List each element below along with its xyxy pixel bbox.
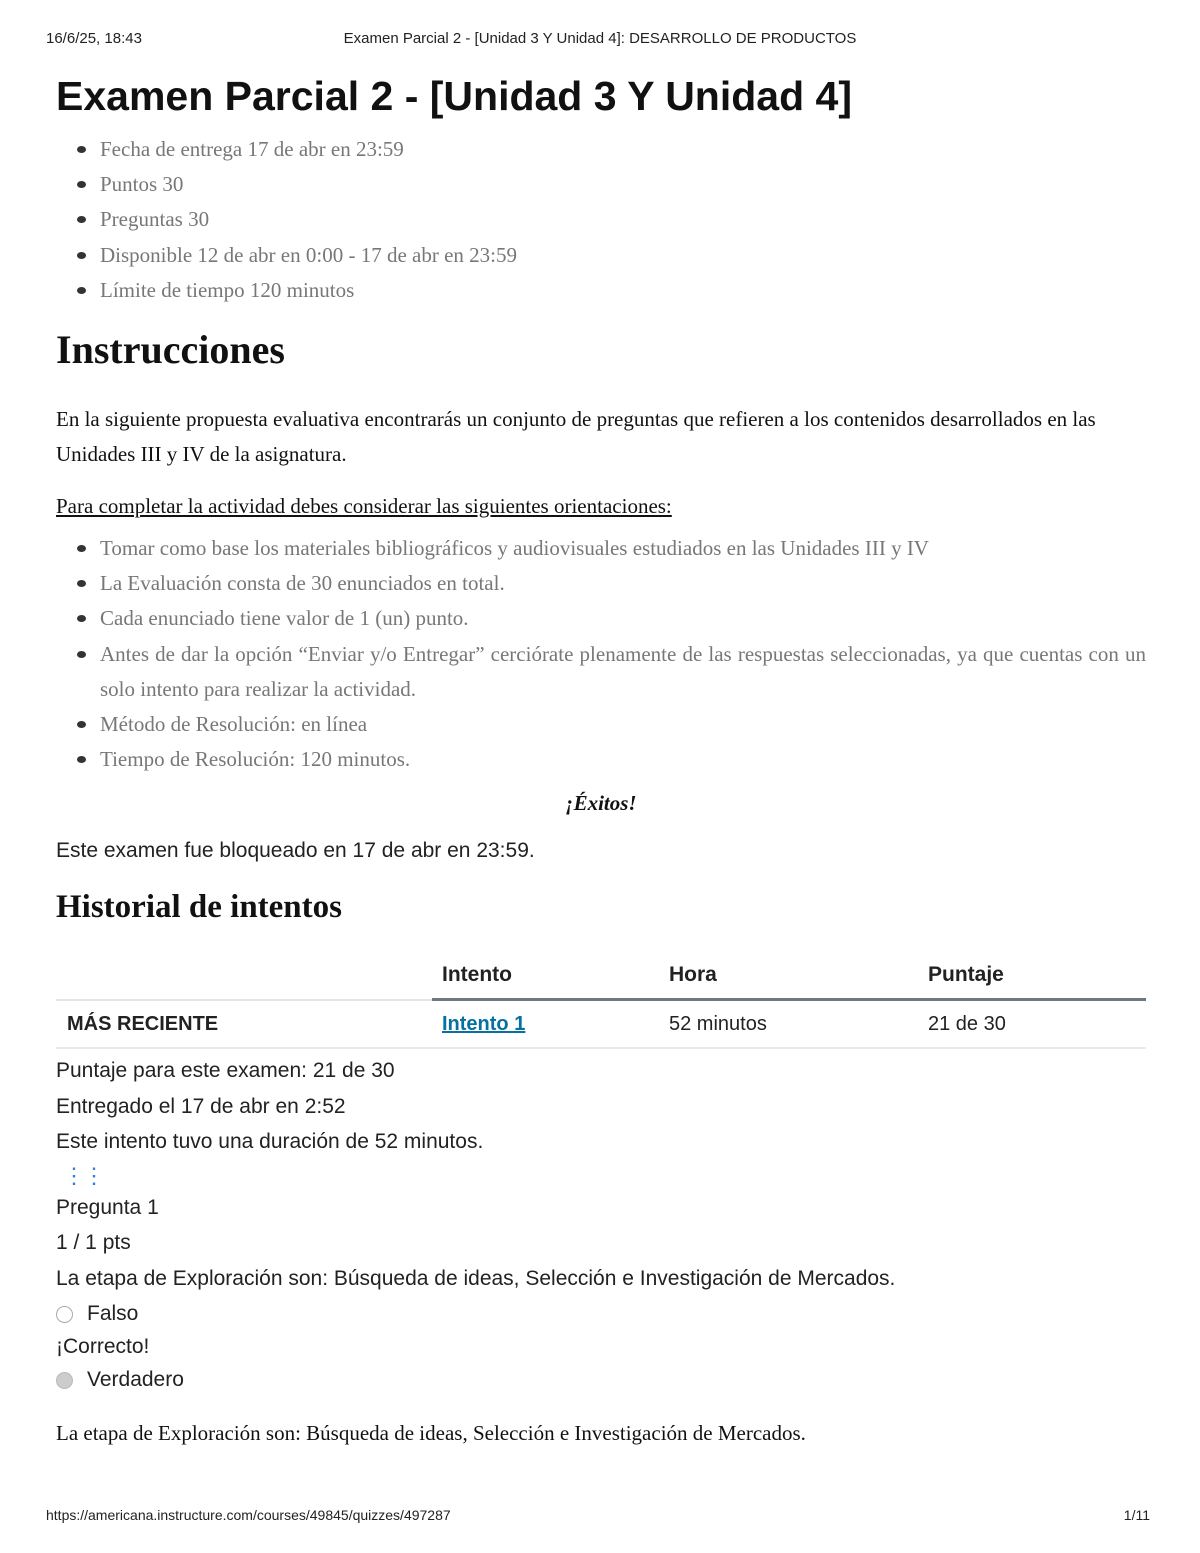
radio-true[interactable]	[56, 1372, 73, 1389]
correct-answer-label: ¡Correcto!	[56, 1335, 150, 1359]
detail-points: Puntos 30	[100, 167, 1146, 202]
answer-explanation: La etapa de Exploración son: Búsqueda de ideas, Selección e Investigación de Mercados.	[56, 1421, 806, 1446]
detail-questions: Preguntas 30	[100, 202, 1146, 237]
detail-time-limit: Límite de tiempo 120 minutos	[100, 273, 1146, 308]
header-score: Puntaje	[918, 953, 1146, 1000]
header-attempt: Intento	[432, 953, 659, 1000]
locked-notice: Este examen fue bloqueado en 17 de abr en 23:59.	[56, 839, 535, 863]
print-page-number: 1/11	[1123, 1507, 1150, 1523]
instructions-heading: Instrucciones	[56, 327, 285, 373]
answer-true[interactable]	[56, 1364, 1146, 1402]
summary-submitted: Entregado el 17 de abr en 2:52	[56, 1094, 346, 1118]
quiz-details	[56, 132, 1146, 308]
print-header	[46, 30, 1154, 50]
orientation-item: Tiempo de Resolución: 120 minutos.	[100, 742, 1146, 777]
answer-false-label: Falso	[87, 1302, 139, 1326]
summary-duration: Este intento tuvo una duración de 52 minutos.	[56, 1130, 484, 1154]
attempt-cell	[432, 1000, 659, 1049]
print-datetime: 16/6/25, 18:43	[46, 30, 142, 47]
time-cell: 52 minutos	[659, 1000, 918, 1049]
detail-due-date: Fecha de entrega 17 de abr en 23:59	[100, 132, 1146, 167]
print-doc-title: Examen Parcial 2 - [Unidad 3 Y Unidad 4]: DESARROLLO DE PRODUCTOS	[343, 30, 857, 47]
score-cell: 21 de 30	[918, 1000, 1146, 1049]
quiz-content	[56, 72, 1146, 1448]
orientations-title: Para completar la actividad debes considerar las siguientes orientaciones:	[56, 494, 672, 519]
orientation-item: Método de Resolución: en línea	[100, 707, 1146, 742]
quiz-title: Examen Parcial 2 - [Unidad 3 Y Unidad 4]	[56, 73, 852, 119]
orientation-item: Tomar como base los materiales bibliográficos y audiovisuales estudiados en las Unidades III y IV	[100, 531, 1146, 566]
history-heading: Historial de intentos	[56, 889, 342, 926]
radio-false[interactable]	[56, 1306, 73, 1323]
closing-message: ¡Éxitos!	[565, 791, 637, 816]
orientations-list	[56, 531, 1146, 777]
question-points: 1 / 1 pts	[56, 1231, 131, 1255]
instructions-intro: En la siguiente propuesta evaluativa encontrarás un conjunto de preguntas que refieren a los contenidos desarrollados en las Unidades III y IV de la asignatura.	[56, 407, 1096, 467]
header-time: Hora	[659, 953, 918, 1000]
print-url: https://americana.instructure.com/courses/49845/quizzes/497287	[46, 1507, 451, 1523]
orientation-item: La Evaluación consta de 30 enunciados en total.	[100, 566, 1146, 601]
question-block	[56, 1190, 1146, 1297]
most-recent-label: MÁS RECIENTE	[56, 1000, 432, 1049]
header-blank	[56, 953, 432, 1000]
answer-false[interactable]	[56, 1298, 1146, 1336]
answer-true-label: Verdadero	[87, 1368, 184, 1392]
question-text: La etapa de Exploración son: Búsqueda de ideas, Selección e Investigación de Mercados.	[56, 1266, 896, 1290]
question-number: Pregunta 1	[56, 1195, 159, 1219]
attempt-link[interactable]: Intento 1	[442, 1012, 526, 1035]
print-footer	[46, 1507, 1150, 1527]
attempt-summary	[56, 1053, 1146, 1160]
table-row	[56, 1000, 1146, 1049]
summary-score: Puntaje para este examen: 21 de 30	[56, 1059, 395, 1083]
attempts-table	[56, 953, 1146, 1049]
orientation-item: Antes de dar la opción “Enviar y/o Entregar” cerciórate plenamente de las respuestas seleccionadas, ya que cuentas con un solo intento para realizar la actividad.	[100, 637, 1146, 707]
orientation-item: Cada enunciado tiene valor de 1 (un) punto.	[100, 601, 1146, 636]
detail-available: Disponible 12 de abr en 0:00 - 17 de abr en 23:59	[100, 238, 1146, 273]
drag-handle-icon[interactable]: ⋮⋮	[63, 1162, 103, 1188]
attempts-header-row	[56, 953, 1146, 1000]
